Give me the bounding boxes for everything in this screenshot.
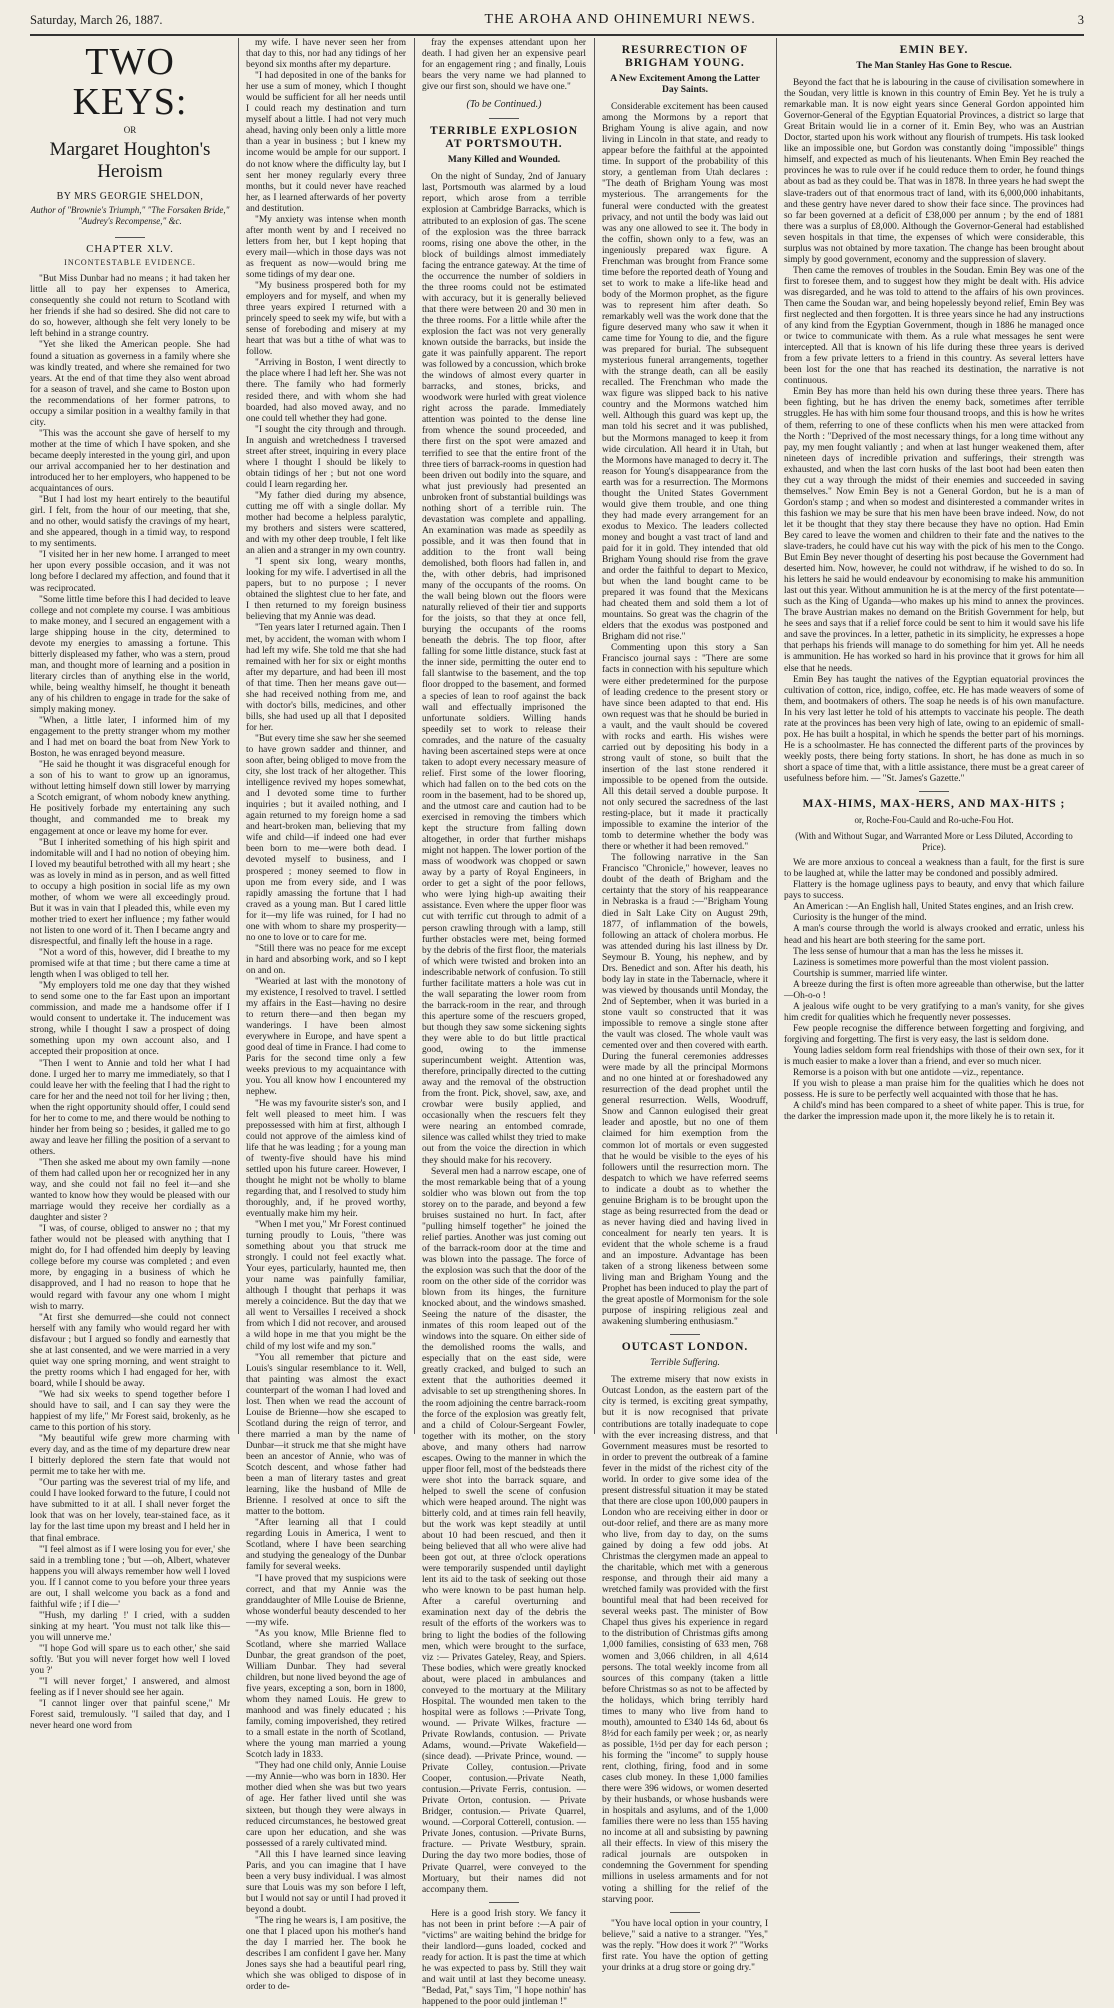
masthead bbox=[30, 6, 1084, 36]
paragraph: "Still there was no peace for me except in hard and absorbing work, and so I kept on and on. bbox=[246, 943, 406, 976]
paragraph: Beyond the fact that he is labouring in the cause of civilisation somewhere in the Soudan, very little is known in this country of Emin Bey. Yet he is truly a remarkable man. It is now eight years since General Gordon appointed him Governor-General of the Egyptian Equatorial Provinces, a district so large that Great Britain would lie in a corner of it. Emin Bey, who was an Austrian Doctor, started upon his work without any flourish of trumpets. His task looked like an impossible one, but Gordon was constantly doing "impossible" things himself, and expected as much of his lieutenants. When Emin Bey reached the provinces he was to rule over if he could reduce them to order, he found things about as bad as they could be. That was in 1878. In three years he had swept the slave-traders out of that enormous tract of land, with its 6,000,000 inhabitants, and these gentry have never dared to show their face since. The provinces had so far been governed at a deficit of £38,000 per annum ; by the end of 1881 there was a surplus of £8,000. Although the Governor-General had established seven hospitals in that time, the expenses of which were considerable, this surplus was not obtained by more taxation. The change has been brought about simply by good government, economy and the suppression of slavery. bbox=[784, 78, 1084, 265]
paragraph: "My anxiety was intense when month after month went by and I received no letters from her, but I kept hoping that every mail—which in those days was not as frequent as now—would bring me some tidings of my dear one. bbox=[246, 214, 406, 280]
page-number: 3 bbox=[1077, 12, 1084, 27]
paragraph: "As you know, Mlle Brienne fled to Scotland, where she married Wallace Dunbar, the great grandson of the poet, William Dunbar. They had several children, but none lived beyond the age of five years, excepting a son, born in 1800, whom they named Louis. He grew to manhood and was finely educated ; his family, coming impoverished, they retired to a small estate in the north of Scotland, where the young man married a young Scotch lady in 1833. bbox=[246, 1628, 406, 1761]
paragraph: "But Miss Dunbar had no means ; it had taken her little all to pay her expenses to America, consequently she could not return to Scotland with her friends if she had so desired. She did not care to do so, however, although she felt very lonely to be left behind in a strange country. bbox=[30, 274, 230, 340]
paragraph: Several men had a narrow escape, one of the most remarkable being that of a young soldier who was blown out from the top storey on to the parade, and beyond a few bruises sustained no hurt. In fact, after "pulling himself together" he joined the relief parties. Another was just coming out of the barrack-room door at the time and was blown into the passage. The force of the explosion was such that the door of the room on the other side of the corridor was blown from its hinges, the furniture knocked about, and the windows smashed. Seeing the nature of the disaster, the inmates of this room leaped out of the windows into the square. On either side of the demolished rooms the walls, and especially that on the east side, were greatly cracked, and bulged to such an extent that the authorities deemed it advisable to set up strengthening shores. In the room adjoining the centre barrack-room the force of the explosion was greatly felt, and a child of Colour-Sergeant Fowler, together with its mother, on the story above, and many others had narrow escapes. Owing to the manner in which the upper floor fell, most of the bedsteads there were shot into the barrack square, and helped to swell the scene of confusion which were heaped around. The night was bitterly cold, and at times rain fell heavily, but the work was kept steadily at until about 10 had been rescued, and then it being believed that all who were alive had been got out, at three o'clock operations were temporarily suspended until daylight lent its aid to the task of seeking out those who were known to be past human help. After a careful overturning and examination next day of the debris the result of the efforts of the workers was to bring to light the bodies of the following men, which were brought to the surface, viz :— Privates Gateley, Reay, and Spiers. These bodies, which were greatly knocked about, were placed in ambulances and conveyed to the mortuary at the Military Hospital. The wounded men taken to the hospital were as follows :—Private Tong, wound. — Private Wilkes, fracture —Private Rowlands, contusion. — Private Adams, wound.—Private Wakefield—(since dead). —Private Prince, wound. —Private Colley, contusion.—Private Cooper, contusion.—Private Neath, contusion.—Private Ferris, contusion. —Private Orton, contusion. — Private Bridger, contusion.— Private Quarrel, wound. —Corporal Cotterell, contusion. — Private Jones, contusion. —Private Burns, fracture. — Private Westbury, sprain. During the day two more bodies, those of Private Quarrel, were conveyed to the Mortuary, but their names did not accompany them. bbox=[422, 1166, 586, 1895]
paragraph: "I cannot linger over that painful scene," Mr Forest said, tremulously. "I sailed that day, and I never heard one word from bbox=[30, 1699, 230, 1732]
column-serial-story bbox=[30, 38, 230, 1732]
paragraph: If you wish to please a man praise him for the qualities which he does not possess. He is sure to be perfectly well acquainted with those that he has. bbox=[784, 1079, 1084, 1101]
paragraph: Here is a good Irish story. We fancy it has not been in print before :—A pair of "victims" are waiting behind the bridge for their landlord—guns loaded, cocked and ready for action. It is past the time at which he was expected to pass by. Still they wait and wait until at last they become uneasy. "Bedad, Pat," says Tim, "I hope nothin' has happened to the poor ould jintleman !" bbox=[422, 1908, 586, 2008]
paragraph: "I sought the city through and through. In anguish and wretchedness I traversed street after street, inquiring in every place where I thought I should be likely to obtain tidings of her ; but not one word could I learn regarding her. bbox=[246, 424, 406, 490]
divider bbox=[115, 237, 145, 238]
outcast-headline: OUTCAST LONDON. bbox=[621, 1341, 749, 1354]
paragraph: "I had deposited in one of the banks for her use a sum of money, which I thought would be sufficient for all her needs until I could reach my destination and turn myself about a little. I had not very much ahead, having only been only a little more than a year in business ; but I knew my income would be ample for our support. I do not know where the difficulty lay, but I sent her money regularly every three months, but it could never have reached her, as I learned afterwards of her poverty and destitution. bbox=[246, 71, 406, 214]
paragraph: "I visited her in her new home. I arranged to meet her upon every possible occasion, and it was not long before I declared my affection, and found that it was reciprocated. bbox=[30, 550, 230, 594]
paragraph: "'I hope God will spare us to each other,' she said softly. 'But you will never forget how well I loved you ?' bbox=[30, 1644, 230, 1677]
paragraph: "Then I went to Annie and told her what I had done. I urged her to marry me immediately, so that I could leave her with the feeling that I had the right to care for her and the need not toil for her living ; then, when the right opportunity should offer, I could send for her to come to me, and there would be nothing to hinder her from being so ; besides, it galled me to go away and leave her filling the position of a servant to others. bbox=[30, 1058, 230, 1157]
paragraph: Then came the removes of troubles in the Soudan. Emin Bey was one of the first to foresee them, and to suggest how they might be dealt with. His advice was disregarded, and he was told to attend to the affairs of his own provinces. Then came the Soudan war, and being hopelessly beyond relief, Emin Bey was first neglected and then forgotten. It is three years since he had any instructions of any kind from the Egyptian Government, though in 1886 he managed once or twice to communicate with them. As a rule what messages he sent were intercepted. All that is known of his life during these three years is derived from a few private letters to a friend in this country. As several letters have been lost for the one that has reached its destination, the narrative is not continuous. bbox=[784, 265, 1084, 387]
local-option-joke bbox=[602, 1919, 768, 1974]
paragraph: "The ring he wears is, I am positive, the one that I placed upon his mother's hand the day I married her. The book he describes I am confident I gave her. Many Jones says she had a beautiful pearl ring, which she was obliged to dispose of in order to de- bbox=[246, 1915, 406, 1993]
maxims-body bbox=[784, 858, 1084, 1123]
paragraph: "My father died during my absence, cutting me off with a single dollar. My mother had become a helpless paralytic, my brothers and sisters were scattered, and with my other deep trouble, I felt like an alien and a stranger in my own country. bbox=[246, 490, 406, 557]
story-body-continued bbox=[246, 38, 406, 1993]
paragraph: "My employers told me one day that they wished to send some one to the far East upon an important commission, and made me a handsome offer if I would consent to undertake it. The inducement was strong, while I thought I saw a prospect of doing something upon my own account also, and I accepted their proposition at once. bbox=[30, 981, 230, 1058]
divider bbox=[489, 118, 519, 119]
to-be-continued: (To be Continued.) bbox=[466, 99, 542, 111]
paragraph: The less sense of humour that a man has the less he misses it. bbox=[793, 946, 1024, 957]
paragraph: "You have local option in your country, I believe," said a native to a stranger. "Yes," was the reply. "How does it work ?" "Works first rate. You have the option of getting your drinks at a drug store or going dry." bbox=[602, 1918, 768, 1973]
paragraph: Emin Bey has more than held his own during these three years. There has been fighting, but he has driven the enemy back, sometimes after terrible struggles. He has with him some four thousand troops, and this is how he writes of them, referring to one of these conflicts when his men were attacked from the North : "Deprived of the most necessary things, for a long time without any pay, my men fought valiantly ; and when at last hunger weakened them, after nineteen days of incredible privation and sufferings, their strength was exhausted, and when the last corn husks of the last boot had been eaten then they cut a way through the midst of their enemies and succeeded in saving themselves." Now Emin Bey is not a General Gordon, but he is a man of Gordon's stamp ; and when so modest and disinterested a commander writes in this fashion we may be sure that his men have been brave indeed. Now, do not let it be thought that they stay there because they have no option. Had Emin Bey cared to leave the women and children to their fate and the natives to the slave-traders, he could have cut his way with the pick of his men to the Congo. But Emin Bey never thought of deserting his post because the Government had deserted him. Now, however, he could not withdraw, if he wished to do so. In his letters he said he would endeavour by economising to make his ammunition last out this year. Without ammunition he is at the mercy of the first potentate—such as the King of Uganda—who makes up his mind to annex the provinces. The brave Austrian makes no demand on the British Government for help, but he sees and says that if a relief force could be sent to him it would save his life and save the provinces. In a letter, pathetic in its simplicity, he expresses a hope that perhaps his friends will manage to do something for him yet. All he needs is ammunition. He has worked so hard in his province that it grows for him all else that he needs. bbox=[784, 387, 1084, 674]
paragraph: "Wearied at last with the monotony of my existence, I resolved to travel. I settled my affairs in the East—having no desire to return there—and then began my wanderings. I have been almost everywhere in Europe, and have spent a good deal of time in France. I had come to Paris for the second time only a few weeks previous to my acquaintance with you. You all know how I encountered my nephew. bbox=[246, 976, 406, 1098]
column-brigham-young bbox=[602, 38, 768, 1973]
paragraph: An American :—An English hall, United States engines, and an Irish crew. bbox=[793, 902, 1074, 913]
paragraph: "He was my favourite sister's son, and I felt well pleased to meet him. I was prepossessed with him at first, although I could not approve of the aimless kind of life that he was leading ; for a young man of twenty-five should have his mind settled upon his future career. However, I thought he might not be wholly to blame regarding that, and I resolved to study him thoroughly, and, if he proved worthy, eventually make him my heir. bbox=[246, 1098, 406, 1219]
paragraph: A child's mind has been compared to a sheet of white paper. This is true, for the darker the impression made upon it, the more likely he is to retain it. bbox=[784, 1101, 1084, 1123]
divider bbox=[489, 1902, 519, 1903]
paragraph: Remorse is a poison with but one antidote —viz., repentance. bbox=[793, 1068, 1024, 1079]
brigham-body bbox=[602, 102, 768, 1328]
emin-body bbox=[784, 78, 1084, 785]
paragraph: "'Hush, my darling !' I cried, with a sudden sinking at my heart. 'You must not talk like this—you will unnerve me.' bbox=[30, 1610, 230, 1643]
paragraph: A man's course through the world is always crooked and erratic, unless his head and his heart are both steering for the same port. bbox=[784, 924, 1084, 946]
chapter-subheading: INCONTESTABLE EVIDENCE. bbox=[64, 258, 196, 268]
paragraph: Flattery is the homage ugliness pays to beauty, and envy that which failure pays to success. bbox=[784, 880, 1084, 902]
paragraph: "We had six weeks to spend together before I should have to sail, and I can say they were the happiest of my life," Mr Forest said, brokenly, as he came to this portion of his story. bbox=[30, 1389, 230, 1434]
paragraph: "'I feel almost as if I were losing you for ever,' she said in a trembling tone ; 'but —oh, Albert, whatever happens you will always remember how well I loved you. If I cannot come to you before your three years are out, I shall welcome you back as a fond and faithful wife ; if I die—' bbox=[30, 1544, 230, 1610]
paragraph: "He said he thought it was disgraceful enough for a son of his to want to grow up an ignoramus, without letting himself down still lower by marrying a Scotch emigrant, of whom nobody knew anything. He positively forbade my entertaining any such thought, and commanded me to break my engagement at once or leave my home for ever. bbox=[30, 760, 230, 837]
paragraph: Young ladies seldom form real friendships with those of their own sex, for it is much easier to make a lover than a friend, and ever so much nicer. bbox=[784, 1045, 1084, 1068]
column-rule bbox=[414, 38, 415, 1434]
paragraph: "But every time she saw her she seemed to have grown sadder and thinner, and soon after, being obliged to move from the city, she lost track of her altogether. This intelligence revived my hopes somewhat, and I devoted some time to further inquiries ; but it availed nothing, and I again returned to my foreign home a sad and heart-broken man, believing that my wife and child—if indeed one had ever been born to me—were both dead. I devoted myself to business, and I prospered ; money seemed to flow in upon me from every side, and I was rapidly amassing the fortune that I had craved as a young man. But I cared little for it—my life was ruined, for I had no one with whom to share my prosperity—no one to love or to care for me. bbox=[246, 733, 407, 943]
maxims-deck-note: (With and Without Sugar, and Warranted More or Less Diluted, According to Price). bbox=[795, 831, 1073, 853]
author-note: Author of "Brownie's Triumph," "The Forsaken Bride," "Audrey's Recompense," &c. bbox=[30, 205, 230, 227]
divider bbox=[670, 1912, 700, 1913]
paragraph: "I was, of course, obliged to answer no ; that my father would not be pleased with anything that I might do, for I had offended him deeply by leaving college before my course was completed ; and even more, by engaging in a business of which he disapproved, and I had no reason to hope that he would regard with favour any one whom I might wish to marry. bbox=[30, 1224, 230, 1312]
paragraph: The extreme misery that now exists in Outcast London, as the eastern part of the city is termed, is exciting great sympathy, but it is now recognised that private contributions are totally inadequate to cope with the ever increasing distress, and that Government measures must be resorted to in order to prevent the outbreak of a famine fever in the midst of the richest city of the world. In order to give some idea of the present distressful situation it may be stated that there are close upon 100,000 paupers in London who are receiving either in door or out-door relief, and there are as many more who live, from day to day, on the sums gained by doing a few odd jobs. At Christmas the clergymen made an appeal to the charitable, which met with a generous response, and through their aid many a wretched family was provided with the first bountiful meal that had been received for several weeks past. The minister of Bow Chapel thus gives his experience in regard to the distribution of Christmas gifts among 1,000 families, consisting of 633 men, 768 women and 3,066 children, in all 4,614 persons. The total weekly income from all sources of this company (taken a little before Christmas so as not to be affected by the holidays, which bring terribly hard times to many who live from hand to mouth), amounted to £340 14s 6d, about 6s 8½d for each family per week ; or, as nearly as possible, 1½d per day for each person ; his forming the "income" to supply house rent, clothing, firing, food and in some cases club money. In these 1,000 families there were 396 widows, or women deserted by their husbands, or whose husbands were in hospitals and asylums, and of the 1,000 families there were no less than 155 having no income at all and subsisting by pawning all their effects. In view of this misery the radical journals are outspoken in condemning the Government for spending millions in useless armaments and for not voting a shilling for the relief of the starving poor. bbox=[602, 1375, 768, 1905]
paragraph: The following narrative in the San Francisco "Chronicle," however, leaves no doubt of the death of Brigham and the certainty that the story of his reappearance in Nebraska is a fraud :—"Brigham Young died in Salt Lake City on August 29th, 1877, of inflammation of the bowels, following an attack of cholera morbus. He was attended during his last illness by Dr. Seymour B. Young, his nephew, and by Drs. Benedict and son. After his death, his body lay in state in the Tabernacle, where it was viewed by thousands until Monday, the 2nd of September, when it was buried in a stone vault so constructed that it was impossible to remove a single stone after the vault was closed. The whole vault was cemented over and then covered with earth. During the funeral ceremonies addresses were made by all the principal Mormons and no one hinted at or foreshadowed any resurrection of the dead prophet until the general resurrection. Wells, Woodruff, Snow and Cannon eulogised their great leader and apostle, but no one of them claimed for him exemption from the common lot of mortals or even suggested that he would be visible to the eyes of his followers until the resurrection morn. The despatch to which we have referred seems to indicate a doubt as to whether the genuine Brigham is to be brought upon the stage as being resurrected from the dead or as never having died and having lived in concealment for nearly ten years. It is evident that the whole scheme is a fraud and an imposture. Advantage has been taken of a strong likeness between some living man and Brigham Young and the Prophet has been induced to play the part of the great apostle of Mormonism for the sole purpose of inspiring religious zeal and awakening slumbering enthusiasm." bbox=[602, 853, 768, 1328]
divider bbox=[919, 791, 949, 792]
explosion-deck: Many Killed and Wounded. bbox=[447, 155, 561, 166]
outcast-deck: Terrible Suffering. bbox=[650, 1358, 720, 1369]
column-rule bbox=[776, 38, 777, 1434]
paragraph: "Yet she liked the American people. She had found a situation as governess in a family where she was kindly treated, and where she remained for two years. At the end of that time they also went abroad for a season of travel, and she came to Boston upon the recommendations of her former patrons, to occupy a similar position in a wealthy family in that city. bbox=[30, 340, 230, 428]
story-or: OR bbox=[123, 125, 137, 135]
explosion-headline: TERRIBLE EXPLOSION AT PORTSMOUTH. bbox=[429, 125, 579, 151]
column-rule bbox=[594, 38, 595, 1434]
story-ending bbox=[422, 38, 586, 93]
brigham-headline: RESURRECTION OF BRIGHAM YOUNG. bbox=[621, 44, 749, 69]
paragraph: "Arriving in Boston, I went directly to the place where I had left her. She was not there. The family who had formerly resided there, and with whom she had boarded, had also moved away, and no one could tell whether they had gone. bbox=[246, 358, 406, 424]
chapter-heading: CHAPTER XLV. bbox=[86, 243, 174, 256]
paragraph: fray the expenses attendant upon her death. I had given her an expensive pearl for an engagement ring ; and finally, Louis bears the very name we had planned to give our first son, should we have one." bbox=[422, 38, 586, 93]
story-body bbox=[30, 274, 230, 1732]
paragraph: "'I will never forget,' I answered, and almost feeling as if I never should see her again. bbox=[30, 1677, 230, 1699]
paragraph: "I spent six long, weary months, looking for my wife. I advertised in all the papers, but to no purpose ; I never obtained the slightest clue to her fate, and I then returned to my foreign business believing that my Annie was dead. bbox=[246, 557, 406, 623]
brigham-deck: A New Excitement Among the Latter Day Saints. bbox=[610, 74, 760, 96]
paragraph: "Some little time before this I had decided to leave college and not complete my course. I was ambitious to make money, and I secured an engagement with a large shipping house in the city, determined to devote my energies to amassing a fortune. This bitterly displeased my father, who was a stern, proud man, and thought more of learning and a position in literary circles than of anything else in the world, while, being wealthy himself, he thought it beneath any of his children to engage in trade for the sake of simply making money. bbox=[30, 594, 230, 716]
paragraph: A jealous wife ought to be very gratifying to a man's vanity, for she gives him credit for qualities which he frequently never possesses. bbox=[784, 1001, 1084, 1023]
paragraph: "But I inherited something of his high spirit and indomitable will and I had no notion of obeying him. I loved my beautiful betrothed with all my heart ; she was as lovely in mind as in person, and as well fitted to occupy a high position in social life as my own mother, of whom we were all exceedingly proud. But it was in vain that I pleaded this, while even my mother tried to exert her influence ; my father would not listen to one word of it. Then I became angry and disrespectful, and finally left the house in a rage. bbox=[30, 837, 230, 947]
paragraph: "I have proved that my suspicions were correct, and that my Annie was the granddaughter of Mlle Louise de Brienne, whose wonderful beauty descended to her—my wife. bbox=[246, 1573, 406, 1628]
explosion-body bbox=[422, 172, 586, 1895]
story-subtitle: Margaret Houghton's Heroism bbox=[49, 139, 211, 183]
emin-headline: EMIN BEY. bbox=[899, 44, 969, 56]
paragraph: A breeze during the first is often more agreeable than otherwise, but the latter—Oh-o-o ! bbox=[784, 979, 1084, 1001]
paragraph: "This was the account she gave of herself to my mother at the time of which I have spoken, and she became deeply interested in the young girl, and upon our arrival accompanied her to her destination and introduced her to her employers, who happened to be acquaintances of ours. bbox=[30, 428, 230, 495]
paragraph: We are more anxious to conceal a weakness than a fault, for the first is sure to be laughed at, while the latter may be condoned and possibly admired. bbox=[784, 858, 1084, 880]
issue-date: Saturday, March 26, 1887. bbox=[30, 12, 163, 27]
paragraph: Few people recognise the difference between forgetting and forgiving, and forgiving and forgetting. The first is very easy, the last is seldom done. bbox=[784, 1023, 1084, 1045]
paragraph: On the night of Sunday, 2nd of January last, Portsmouth was alarmed by a loud report, which arose from a terrible explosion at Cambridge Barracks, which is attributed to an explosion of gas. The scene of the explosion was the three barrack rooms, rising one above the other, in the block of buildings almost immediately facing the entrance gateway. At the time of the occurrence the number of soldiers in the three rooms could not be estimated with accuracy, but it is generally believed that there were between 20 and 30 men in the three rooms. For a little while after the explosion the fact was not very generally known outside the barracks, but inside the gate it was painfully apparent. The report was followed by a concussion, which broke the windows of almost every quarter in barracks, and stones, bricks, and woodwork were hurled with great violence right across the parade. Immediately attention was pointed to the dense line from whence the sound proceeded, and there first on the spot were amazed and terrified to see that the entire front of the three tiers of barrack-rooms in question had been driven out bodily into the square, and what just previously had presented an unbroken front of substantial buildings was nothing short of a terrible ruin. The devastation was complete and appalling. An examination was made as speedily as possible, and it was then found that in addition to the front wall being demolished, both floors had fallen in, and the, with other debris, had imprisoned many of the occupants of the rooms. On the wall being blown out the floors were naturally relieved of their tier and supports for the joists, so that they at once fell, burying the occupants of the rooms beneath the debris. The top floor, after falling for some little distance, stuck fast at the inner side, permitting the outer end to fall slantwise to the basement, and the top floor dropped to the basement, and formed a species of lean to roof against the back wall and effectually imprisoned the unfortunate soldiers. Willing hands speedily set to work to release their comrades, and the nature of the casualty having been ascertained steps were at once taken to adopt every necessary measure of relief. First some of the lower flooring, which had fallen on to the bed cots on the room in the basement, had to be shored up, and the utmost care and caution had to be exercised in removing the timbers which kept the structure from falling down altogether, in order that further mishaps might not happen. The lower portion of the mass of woodwork was chopped or sawn away by a party of Royal Engineers, in order to get a sight of the poor fellows, who were lying high-up awaiting their assistance. Even where the upper floor was cut with terrific cut through to admit of a person crawling through with a lamp, still further obstacles were met, being formed by the debris of the first floor, the materials of which were twisted and broken into an indescribable network of confusion. To still further facilitate matters a hole was cut in the wall separating the lower room from the barrack-room in the rear, and through this aperture some of the rescuers groped, but though they saw some sickening sights they were able to do but little practical good, owing to the immense superincumbent weight. Attention was, therefore, principally directed to the cutting away and the removal of the obstruction from the front. Pick, shovel, saw, axe, and crowbar were busily applied, and occasionally when the rescuers felt they were nearing an entombed comrade, silence was called whilst they tried to make out from the voice the direction in which they should make for his recovery. bbox=[422, 172, 587, 1166]
paragraph: Considerable excitement has been caused among the Mormons by a report that Brigham Young is alive again, and now living in Lincoln in that state, and ready to appear before the faithful at the appointed time. In support of the probability of this story, a gentleman from Utah declares : "The death of Brigham Young was most mysterious. The arrangements for the funeral were conducted with the greatest privacy, and not until the body was laid out was any one allowed to see it. The body in the coffin, shown only to a few, was an ingeniously prepared wax figure. A Frenchman was brought from France some time before the reported death of Young and set to work to make a life-like head and body of the Mormon prophet, as the figure was to represent him after death. So remarkably well was the work done that the figure deserved many who saw it when it came time for Young to die, and the figure was prepared for burial. The subsequent mysterious funeral arrangements, together with the strange death, can all be easily recalled. The Frenchman who made the wax figure was slipped back to his native country and the Mormons watched him well. Although this guard was kept up, the man told his secret and it was published, but the Mormons managed to keep it from wide circulation. All heard it in Utah, but the Mormons have managed to decry it. The reason for Young's disappearance from the earth was for a resurrection. The Mormons thought the United States Government would give them trouble, and one thing they had made every arrangement for an exodus to Mexico. The leaders collected money and bought a vast tract of land and paid for it in gold. They intended that old Brigham Young should rise from the grave and order the faithful to depart to Mexico, but when the land bought came to be prepared it was found that the Mexicans had cheated them and sold them a lot of mountains. So great was the chagrin of the elders that the exodus was postponed and Brigham did not rise." bbox=[602, 102, 768, 643]
paragraph: "Our parting was the severest trial of my life, and could I have looked forward to the future, I could not have submitted to it at all. I shall never forget the look that was on her lovely, tear-stained face, as it lay for the last time upon my breast and I held her in that final embrace. bbox=[30, 1478, 230, 1544]
paragraph: "When I met you," Mr Forest continued turning proudly to Louis, "there was something about you that struck me strongly. I could not feel exactly what. Your eyes, particularly, haunted me, then your name was painfully familiar, although I thought that perhaps it was merely a coincidence. But the day that we all went to Versailles I received a shock from which I did not recover, and aroused a wild hope in me that you might be the child of my lost wife and my son." bbox=[246, 1220, 406, 1352]
paragraph: "They had one child only, Annie Louise —my Annie—who was born in 1830. Her mother died when she was but two years of age. Her father lived until she was sixteen, but though they were always in reduced circumstances, he bestowed great care upon her education, and she was possessed of a rarely cultivated mind. bbox=[246, 1761, 406, 1849]
story-title: TWO KEYS: bbox=[72, 41, 188, 123]
paragraph: "All this I have learned since leaving Paris, and you can imagine that I have been a very busy individual. I was almost sure that Louis was my son before I left, but I would not say or until I had proved it beyond a doubt. bbox=[246, 1849, 406, 1915]
paragraph: Commenting upon this story a San Francisco journal says : "There are some facts in connection with his sepulture which were either predetermined for the purpose of leading credence to the present story or have since been adapted to that end. His own request was that he should be buried in a vault, and the vault should be covered with rocks and earth. His wishes were carried out by depositing his body in a strong vault of stone, so built that the insertion of the last stone rendered it impossible to be opened from the outside. All this detail served a double purpose. It not only secured the sacredness of the last resting-place, but it made it practically impossible to examine the interior of the tomb to determine whether the body was there or whether it had been removed." bbox=[602, 643, 768, 853]
paragraph: "My beautiful wife grew more charming with every day, and as the time of my departure drew near I bitterly deplored the stern fate that would not permit me to take her with me. bbox=[30, 1434, 230, 1478]
maxims-deck: or, Roche-Fou-Cauld and Ro-uche-Fou Hot. bbox=[854, 815, 1014, 826]
paragraph: Courtship is summer, married life winter. bbox=[793, 968, 948, 979]
column-emin-bey bbox=[784, 38, 1084, 1434]
paragraph: "Not a word of this, however, did I breathe to my promised wife at that time ; but there came a time at length when I was obliged to tell her. bbox=[30, 948, 230, 981]
paragraph: Emin Bey has taught the natives of the Egyptian equatorial provinces the cultivation of cotton, rice, indigo, coffee, etc. He has made weavers of some of them, and bootmakers of others. The soap he needs is of his own manufacture. In his very last letter he told of his attempts to vaccinate his people. The death rate at the provinces has been very high of late, owing to an epidemic of small-pox. He has built a hospital, in which he spends the better part of his mornings. He is a schoolmaster. He has connected the different parts of the provinces by weekly posts, there being forty stations. In short, he has done as much in so short a space of time that, with a little assistance, there must be a great career of usefulness before him. — "St. James's Gazette." bbox=[784, 674, 1084, 784]
paragraph: "Ten years later I returned again. Then I met, by accident, the woman with whom I had left my wife. She told me that she had remained with her for six or eight months after my departure, and had been ill most of that time. Then her means gave out—she had received nothing from me, and with doctor's bills, medicines, and other bills, she had used up all that I deposited for her. bbox=[246, 623, 406, 733]
irish-story bbox=[422, 1909, 586, 2008]
paragraph: my wife. I have never seen her from that day to this, nor had any tidings of her beyond six months after my departure. bbox=[246, 38, 406, 71]
outcast-body bbox=[602, 1375, 768, 1905]
column-rule bbox=[238, 38, 239, 1434]
paragraph: "When, a little later, I informed him of my engagement to the pretty stranger whom my mother and I had met on board the boat from New York to Boston, he was enraged beyond measure. bbox=[30, 716, 230, 760]
paragraph: "Then she asked me about my own family —none of them had called upon her or recognized her in any way, and she could not fail no feel it—and she wanted to know how they would be pleased with our marriage would they receive her cordially as a daughter and sister ? bbox=[30, 1157, 230, 1224]
maxims-headline: MAX-HIMS, MAX-HERS, AND MAX-HITS ; bbox=[802, 798, 1066, 811]
divider bbox=[670, 1334, 700, 1335]
paragraph: "But I had lost my heart entirely to the beautiful girl. I felt, from the hour of our meeting, that she, and no other, would satisfy the cravings of my heart, and she appeared, though in a timid way, to respond to my sentiments. bbox=[30, 495, 230, 550]
paragraph: "After learning all that I could regarding Louis in America, I went to Scotland, where I have been searching and studying the genealogy of the Dunbar family for several weeks. bbox=[246, 1518, 406, 1573]
newspaper-title: THE AROHA AND OHINEMURI NEWS. bbox=[484, 12, 756, 27]
paragraph: "You all remember that picture and Louis's singular resemblance to it. Well, that painting was almost the exact counterpart of the woman I had loved and lost. Then when we read the account of Louise de Brienne—how she escaped to Scotland during the reign of terror, and there married a man by the name of Dunbar—it struck me that she might have been an ancestor of Annie, who was of Scotch descent, and whose father had been a man of literary tastes and great learning, like the husband of Mlle de Brienne. I resolved at once to sift the matter to the bottom. bbox=[246, 1352, 406, 1518]
story-byline: BY MRS GEORGIE SHELDON, bbox=[56, 191, 204, 203]
emin-deck: The Man Stanley Has Gone to Rescue. bbox=[856, 61, 1012, 71]
paragraph: Laziness is sometimes more powerful than the most violent passion. bbox=[793, 957, 1049, 968]
paragraph: "My business prospered both for my employers and for myself, and when my three years expired I returned with a princely speed to seek my wife, but with a sense of foreboding and misery at my heart that was but a tithe of what was to follow. bbox=[246, 281, 406, 358]
column-explosion bbox=[422, 38, 587, 2008]
paragraph: Curiosity is the hunger of the mind. bbox=[793, 913, 927, 924]
paragraph: "At first she demurred—she could not connect herself with any family who would regard her with disfavour ; but I argued so fondly and earnestly that she at last consented, and we were married in a very quiet way one spring morning, and went straight to the pretty rooms which I had engaged for her, with board, while I should be away. bbox=[30, 1312, 230, 1389]
column-story-continued bbox=[246, 38, 407, 1993]
